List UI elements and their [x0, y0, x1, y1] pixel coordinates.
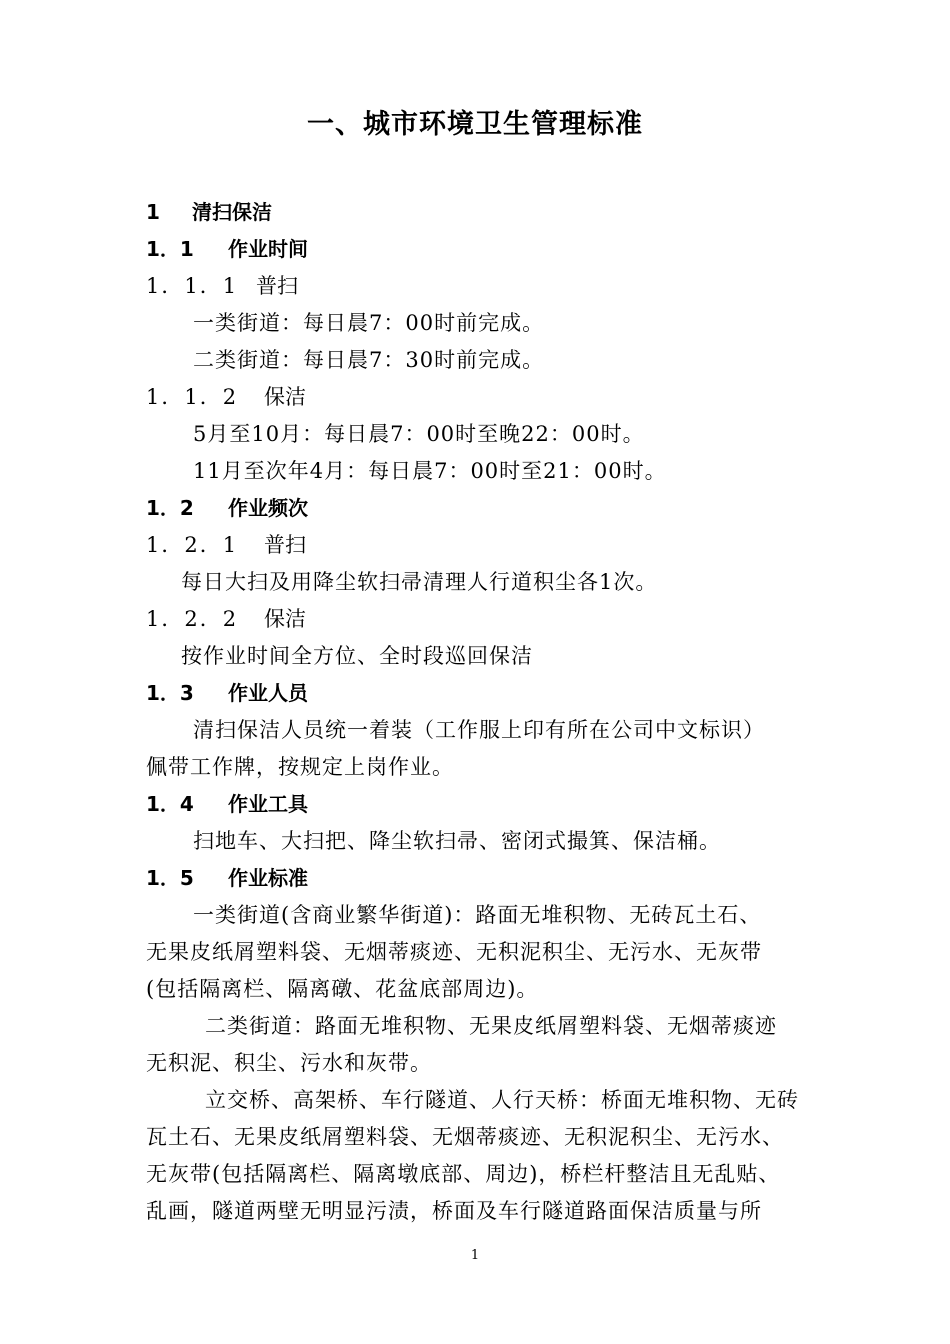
paragraph-line: 乱画，隧道两壁无明显污渍，桥面及车行隧道路面保洁质量与所 — [146, 1199, 762, 1223]
paragraph-line: 每日大扫及用降尘软扫帚清理人行道积尘各1次。 — [181, 570, 658, 594]
paragraph-line: 按作业时间全方位、全时段巡回保洁 — [181, 644, 533, 668]
paragraph-line: 无灰带(包括隔离栏、隔离墩底部、周边)，桥栏杆整洁且无乱贴、 — [146, 1162, 781, 1186]
paragraph-line: 二类街道：每日晨7：30时前完成。 — [193, 348, 545, 372]
section-number: 1．1．1 — [146, 274, 239, 298]
section-number: 1．3 — [146, 681, 194, 705]
section-title: 作业时间 — [228, 237, 308, 261]
section-heading-1 — [146, 197, 272, 227]
paragraph-line: 无积泥、积尘、污水和灰带。 — [146, 1051, 432, 1075]
section-heading-1-2-2 — [146, 604, 306, 634]
paragraph-line: 扫地车、大扫把、降尘软扫帚、密闭式撮箕、保洁桶。 — [193, 829, 721, 853]
section-title: 普扫 — [264, 533, 306, 557]
paragraph-line: 清扫保洁人员统一着装（工作服上印有所在公司中文标识） — [193, 718, 765, 742]
section-title: 作业频次 — [228, 496, 308, 520]
paragraph-line: 一类街道(含商业繁华街道)：路面无堆积物、无砖瓦土石、 — [193, 903, 762, 927]
section-title: 保洁 — [264, 607, 306, 631]
section-title: 作业人员 — [228, 681, 308, 705]
section-title: 作业工具 — [228, 792, 308, 816]
section-title: 清扫保洁 — [192, 200, 272, 224]
page-title: 一、城市环境卫生管理标准 — [307, 109, 643, 140]
paragraph-line: 11月至次年4月：每日晨7：00时至21：00时。 — [193, 459, 667, 483]
section-title: 普扫 — [256, 274, 298, 298]
section-number: 1 — [146, 200, 160, 224]
section-number: 1．4 — [146, 792, 194, 816]
section-number: 1．2 — [146, 496, 194, 520]
section-heading-1-2 — [146, 493, 308, 523]
section-heading-1-3 — [146, 678, 308, 708]
section-title: 保洁 — [264, 385, 306, 409]
paragraph-line: 佩带工作牌，按规定上岗作业。 — [146, 755, 454, 779]
paragraph-line: 无果皮纸屑塑料袋、无烟蒂痰迹、无积泥积尘、无污水、无灰带 — [146, 940, 762, 964]
section-number: 1．5 — [146, 866, 194, 890]
page-number: 1 — [470, 1248, 480, 1263]
section-number: 1．2．2 — [146, 607, 239, 631]
section-heading-1-1-2 — [146, 382, 306, 412]
paragraph-line: (包括隔离栏、隔离礅、花盆底部周边)。 — [146, 977, 539, 1001]
section-heading-1-2-1 — [146, 530, 306, 560]
paragraph-line: 立交桥、高架桥、车行隧道、人行天桥：桥面无堆积物、无砖 — [205, 1088, 799, 1112]
paragraph-line: 二类街道：路面无堆积物、无果皮纸屑塑料袋、无烟蒂痰迹 — [205, 1014, 777, 1038]
section-heading-1-1-1 — [146, 271, 298, 301]
section-number: 1．1．2 — [146, 385, 239, 409]
section-number: 1．1 — [146, 237, 194, 261]
section-heading-1-4 — [146, 789, 308, 819]
paragraph-line: 一类街道：每日晨7：00时前完成。 — [193, 311, 545, 335]
section-number: 1．2．1 — [146, 533, 239, 557]
section-heading-1-1 — [146, 234, 308, 264]
section-heading-1-5 — [146, 863, 308, 893]
paragraph-line: 5月至10月：每日晨7：00时至晚22：00时。 — [193, 422, 645, 446]
section-title: 作业标准 — [228, 866, 308, 890]
paragraph-line: 瓦土石、无果皮纸屑塑料袋、无烟蒂痰迹、无积泥积尘、无污水、 — [146, 1125, 784, 1149]
